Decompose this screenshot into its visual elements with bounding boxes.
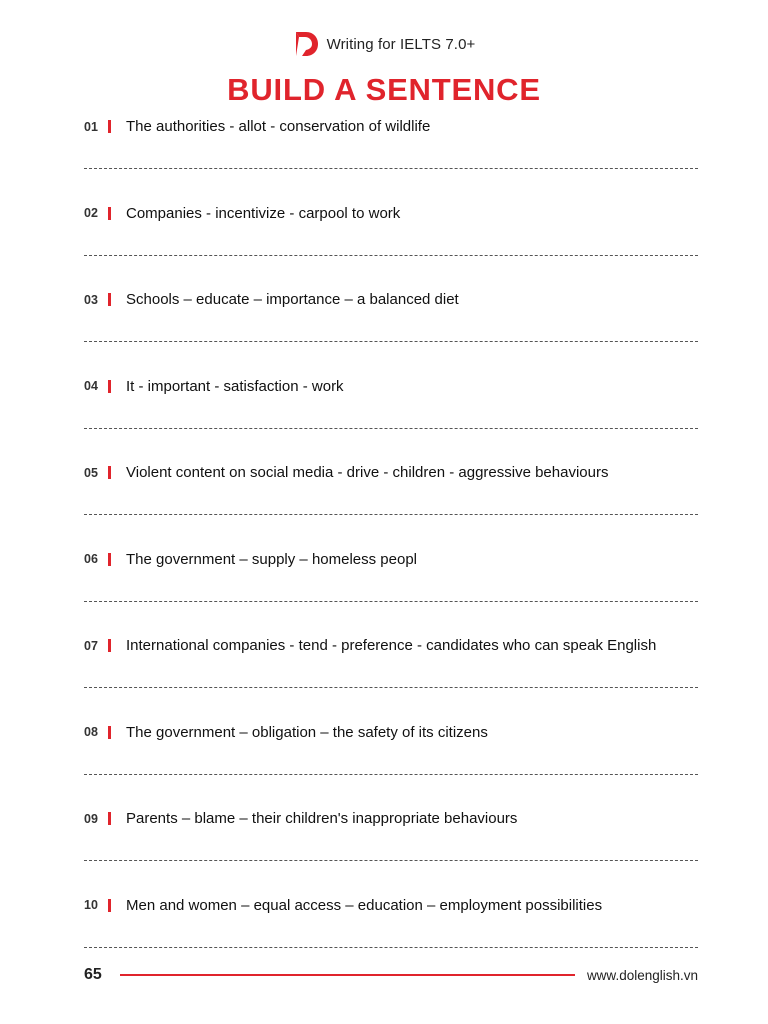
- exercise-number: 10: [84, 898, 98, 912]
- exercise-prompt: The government – obligation – the safety of its citizens: [126, 723, 488, 741]
- answer-line: [84, 687, 698, 688]
- footer-url: www.dolenglish.vn: [586, 967, 698, 983]
- answer-line: [84, 255, 698, 256]
- exercise-item: [84, 285, 698, 372]
- exercise-item: [84, 458, 698, 545]
- exercise-item: [84, 545, 698, 632]
- exercise-marker: [108, 466, 111, 479]
- exercise-number: 05: [84, 465, 98, 480]
- exercise-item: [84, 718, 698, 805]
- exercise-item: [84, 631, 698, 718]
- exercise-item: [84, 891, 698, 978]
- exercise-marker: [108, 899, 111, 912]
- exercise-marker: [108, 553, 111, 566]
- answer-line: [84, 168, 698, 169]
- dol-logo-icon: [293, 30, 319, 58]
- exercise-item: [84, 804, 698, 891]
- header-title: Writing for IELTS 7.0+: [326, 35, 476, 53]
- page-title: BUILD A SENTENCE: [227, 72, 541, 107]
- exercise-prompt: Parents – blame – their children's inappropriate behaviours: [126, 810, 518, 827]
- exercise-prompt: The authorities - allot - conservation of wildlife: [126, 118, 431, 135]
- page-number: 65: [84, 966, 102, 983]
- exercise-item: [84, 199, 698, 286]
- exercise-number: 02: [84, 206, 98, 220]
- exercise-item: [84, 112, 698, 199]
- exercise-number: 08: [84, 725, 98, 739]
- exercise-number: 03: [84, 292, 98, 307]
- exercise-prompt: Schools – educate – importance – a balanced diet: [126, 291, 459, 308]
- exercise-number: 06: [84, 552, 98, 566]
- exercise-prompt: Violent content on social media - drive - children - aggressive behaviours: [126, 464, 609, 481]
- exercise-prompt: Companies - incentivize - carpool to work: [126, 204, 401, 222]
- answer-line: [84, 601, 698, 602]
- exercise-marker: [108, 812, 111, 825]
- exercise-marker: [108, 207, 111, 220]
- answer-line: [84, 341, 698, 342]
- answer-line: [84, 428, 698, 429]
- answer-line: [84, 514, 698, 515]
- exercise-number: 04: [84, 379, 98, 393]
- exercise-number: 01: [84, 119, 98, 134]
- exercise-marker: [108, 120, 111, 133]
- exercise-prompt: International companies - tend - preference - candidates who can speak English: [126, 637, 657, 654]
- answer-line: [84, 774, 698, 775]
- answer-line: [84, 947, 698, 948]
- exercise-marker: [108, 293, 111, 306]
- exercise-number: 09: [84, 811, 98, 826]
- answer-line: [84, 860, 698, 861]
- exercise-prompt: Men and women – equal access – education – employment possibilities: [126, 896, 603, 914]
- exercise-marker: [108, 726, 111, 739]
- exercise-prompt: The government – supply – homeless peopl: [126, 550, 418, 568]
- page-header: [0, 30, 768, 58]
- exercise-list: [84, 112, 698, 977]
- exercise-number: 07: [84, 638, 98, 653]
- footer-rule: [120, 974, 575, 976]
- page-footer: [84, 966, 698, 984]
- exercise-marker: [108, 380, 111, 393]
- exercise-marker: [108, 639, 111, 652]
- exercise-item: [84, 372, 698, 459]
- exercise-prompt: It - important - satisfaction - work: [126, 377, 344, 395]
